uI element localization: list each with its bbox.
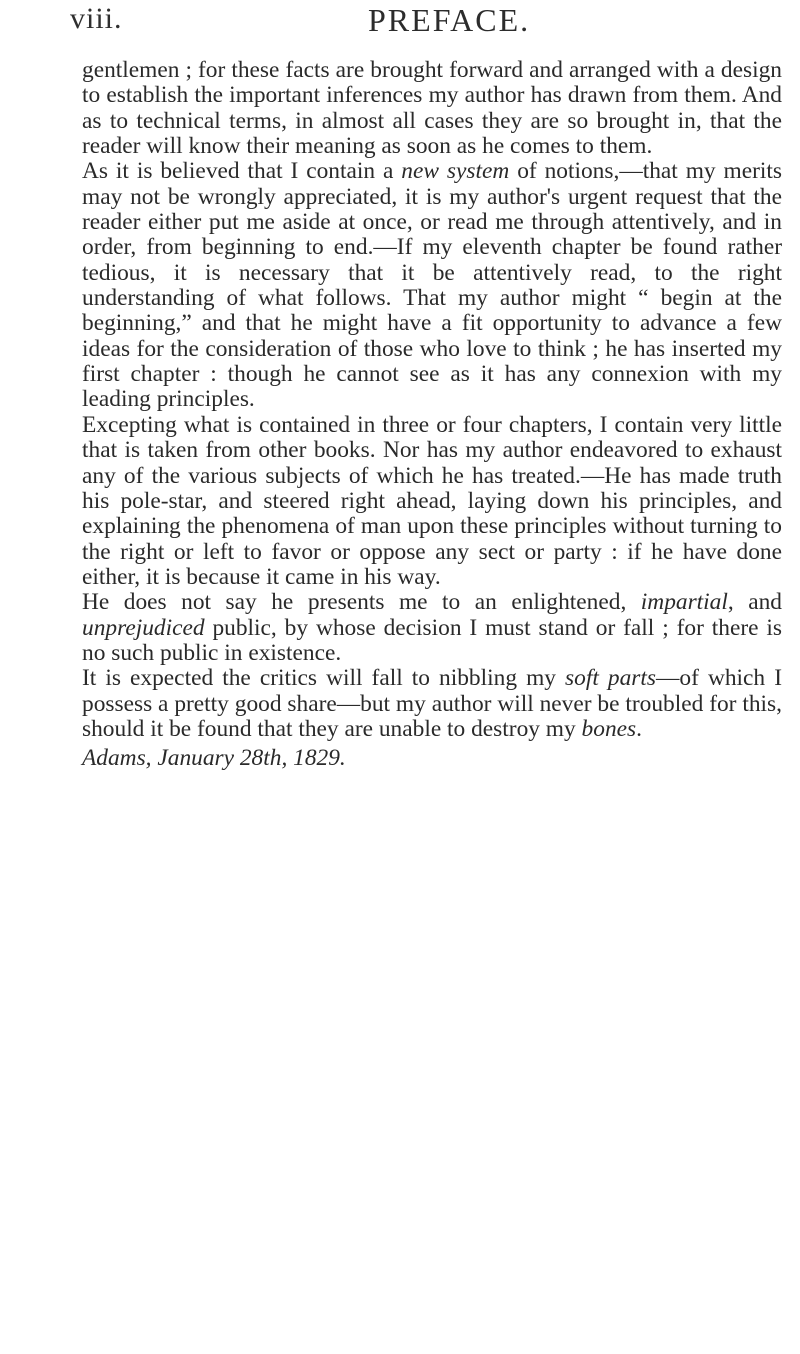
paragraph (82, 590, 782, 666)
paragraph (82, 159, 782, 412)
paragraph-text: It is expected the critics will fall to nibbling my (82, 665, 566, 692)
paragraph-text: As it is believed that I contain a (82, 158, 402, 185)
paragraph (82, 666, 782, 742)
paragraph-text: —of which I possess a pretty good share—but my author will never be troubled for this, should it be found that they are unable to destroy my (82, 665, 782, 742)
preface-body (82, 58, 782, 772)
italic-text: impartial (640, 589, 728, 616)
italic-text: bones (581, 715, 637, 742)
paragraph-text: gentlemen ; for these facts are brought forward and arranged with a design to establish the important inferences my author has drawn from them. And as to technical terms, in almost all cases they are so brought in, that the reader will know their meaning as soon as he comes to them. (82, 57, 782, 160)
signature-line: Adams, January 28th, 1829. (82, 745, 346, 772)
paragraph-text: , and (727, 589, 782, 616)
page-header (70, 0, 770, 60)
paragraph-text: . (636, 715, 642, 742)
running-head: PREFACE. (368, 2, 531, 38)
italic-text: new system (401, 158, 510, 185)
paragraph-text: public, by whose decision I must stand or fall ; for there is no such public in existence. (82, 614, 782, 666)
paragraph (82, 413, 782, 590)
paragraph (82, 58, 782, 159)
paragraph-text: Excepting what is contained in three or four chapters, I contain very little that is taken from other books. Nor has my author endeavored to exhaust any of the various subjects of which he has treated.—He has made truth his pole-star, and steered right ahead, laying down his principles, and explaining the phenomena of man upon these principles without turning to the right or left to favor or oppose any sect or party : if he have done either, it is because it came in his way. (82, 411, 782, 590)
paragraph-text: of notions,—that my merits may not be wrongly appreciated, it is my author's urgent request that the reader either put me aside at once, or read me through attentively, and in order, from beginning to end.—If my eleventh chapter be found rather tedious, it is necessary that it be attentively read, to the right understanding of what follows. That my author might “ begin at the beginning,” and that he might have a fit opportunity to advance a few ideas for the consideration of those who love to think ; he has inserted my first chapter : though he cannot see as it has any connexion with my leading principles. (82, 158, 782, 413)
italic-text: unprejudiced (82, 614, 205, 641)
italic-text: soft parts (565, 665, 657, 692)
page-number: viii. (70, 2, 123, 35)
paragraph-text: He does not say he presents me to an enlightened, (82, 589, 641, 616)
